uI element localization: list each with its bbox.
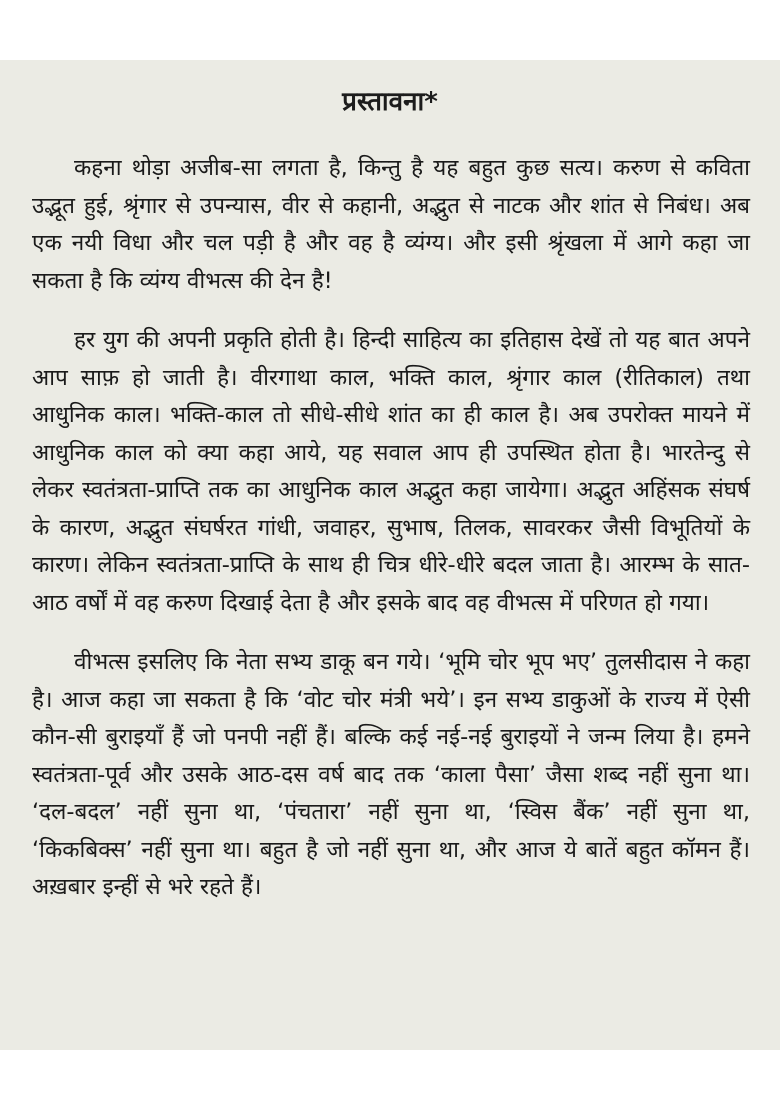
body-text: [32, 150, 750, 929]
page-title: प्रस्तावना*: [342, 87, 438, 117]
paragraph-1: कहना थोड़ा अजीब-सा लगता है, किन्तु है यह बहुत कुछ सत्य। करुण से कविता उद्भूत हुई, श्रृंगार से उपन्यास, वीर से कहानी, अद्भुत से नाटक और शांत से निबंध। अब एक नयी विधा और चल पड़ी है और वह है व्यंग्य। और इसी श्रृंखला में आगे कहा जा सकता है कि व्यंग्य वीभत्स की देन है!: [32, 155, 750, 294]
paragraph-2: हर युग की अपनी प्रकृति होती है। हिन्दी साहित्य का इतिहास देखें तो यह बात अपने आप साफ़ हो जाती है। वीरगाथा काल, भक्ति काल, श्रृंगार काल (रीतिकाल) तथा आधुनिक काल। भक्ति-काल तो सीधे-सीधे शांत का ही काल है। अब उपरोक्त मायने में आधुनिक काल को क्या कहा आये, यह सवाल आप ही उपस्थित होता है। भारतेन्दु से लेकर स्वतंत्रता-प्राप्ति तक का आधुनिक काल अद्भुत कहा जायेगा। अद्भुत अहिंसक संघर्ष के कारण, अद्भुत संघर्षरत गांधी, जवाहर, सुभाष, तिलक, सावरकर जैसी विभूतियों के कारण। लेकिन स्वतंत्रता-प्राप्ति के साथ ही चित्र धीरे-धीरे बदल जाता है। आरम्भ के सात-आठ वर्षों में वह करुण दिखाई देता है और इसके बाद वह वीभत्स में परिणत हो गया।: [32, 327, 750, 616]
book-page: [0, 60, 780, 1050]
paragraph-3: वीभत्स इसलिए कि नेता सभ्य डाकू बन गये। ‘भूमि चोर भूप भए’ तुलसीदास ने कहा है। आज कहा जा सकता है कि ‘वोट चोर मंत्री भये’। इन सभ्य डाकुओं के राज्य में ऐसी कौन-सी बुराइयाँ हैं जो पनपी नहीं हैं। बल्कि कई नई-नई बुराइयों ने जन्म लिया है। हमने स्वतंत्रता-पूर्व और उसके आठ-दस वर्ष बाद तक ‘काला पैसा’ जैसा शब्द नहीं सुना था। ‘दल-बदल’ नहीं सुना था, ‘पंचतारा’ नहीं सुना था, ‘स्विस बैंक’ नहीं सुना था, ‘किकबिक्स’ नहीं सुना था। बहुत है जो नहीं सुना था, और आज ये बातें बहुत कॉमन हैं। अख़बार इन्हीं से भरे रहते हैं।: [32, 649, 750, 900]
